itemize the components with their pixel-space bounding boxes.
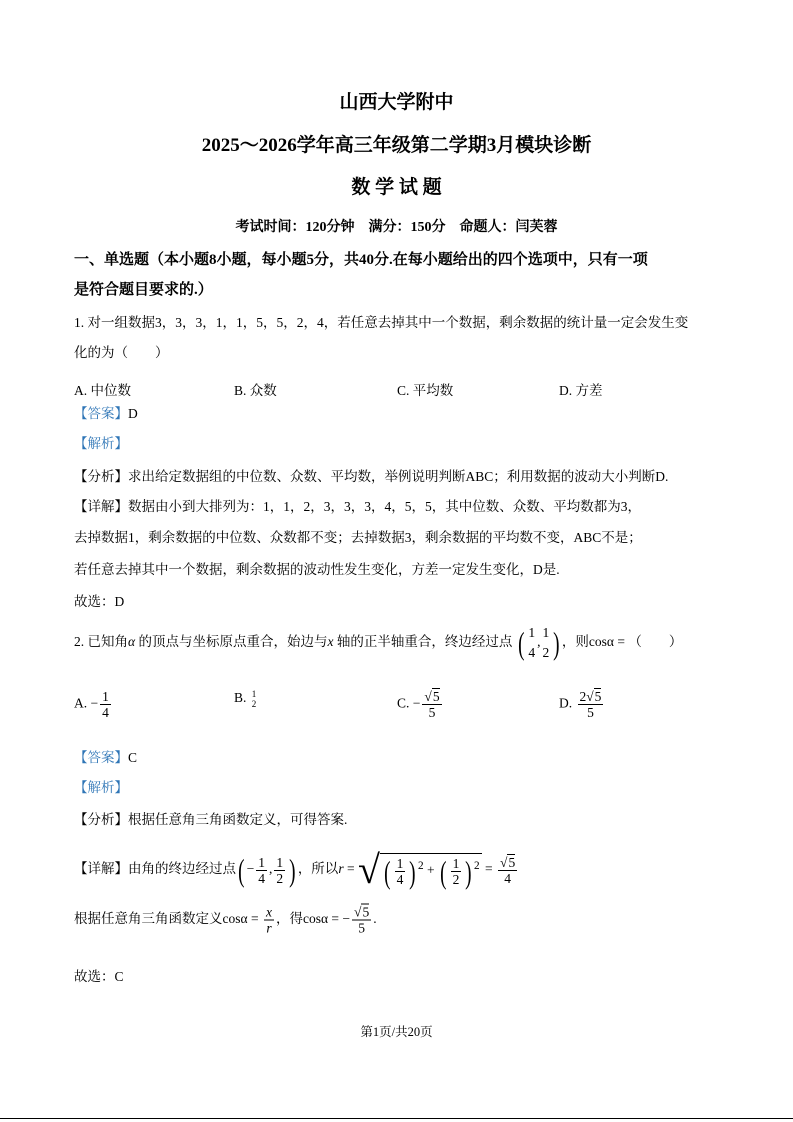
num: √5: [424, 689, 440, 704]
text: 根据任意角三角函数定义: [74, 911, 223, 927]
exam-title: 2025～2026学年高三年级第二学期3月模块诊断: [201, 135, 592, 156]
q1-analysis-label: 【解析】: [74, 436, 128, 451]
answer-value: D: [128, 406, 138, 421]
q1-option-b: B. 众数: [234, 383, 277, 398]
paren: ): [289, 852, 296, 888]
den: 2: [276, 870, 284, 886]
q2-analysis-label: 【解析】: [74, 780, 128, 795]
num: 1: [396, 856, 404, 871]
fraction: [578, 689, 604, 720]
label: B.: [234, 690, 247, 706]
q1-option-c: C. 平均数: [397, 383, 454, 398]
answer-value: C: [128, 750, 138, 765]
r-symbol: r: [338, 861, 344, 877]
den: 5: [428, 705, 436, 720]
q2-option-d: [559, 689, 605, 720]
num: 2√5: [579, 689, 602, 704]
equals: =: [481, 861, 497, 877]
stem-text: 2. 已知角: [74, 634, 128, 650]
paren: ): [465, 853, 472, 890]
sign: −: [412, 695, 421, 711]
den: 4: [528, 645, 536, 660]
alpha-symbol: α: [128, 634, 136, 650]
num: 1: [251, 689, 257, 699]
q1-fenxi: 【分析】求出给定数据组的中位数、众数、平均数，举例说明判断ABC；利用数据的波动大小判断D.: [74, 469, 669, 484]
den: r: [266, 920, 272, 936]
stem-text: 轴的正半轴重合，终边经过点: [333, 634, 513, 650]
radical-sign: √: [357, 847, 380, 892]
q1-stem-line1: 1. 对一组数据3，3，3，1，1，5，5，2，4，若任意去掉其中一个数据，剩余数据的统计量一定会发生变: [74, 315, 689, 330]
section-heading-line2: 是符合题目要求的.）: [74, 282, 213, 298]
x-symbol: x: [327, 634, 334, 650]
sign: −: [342, 911, 351, 927]
stem-text: ，则cosα = （ ）: [561, 634, 683, 650]
fraction: [352, 905, 371, 936]
q1-conclusion: 故选：D: [74, 594, 125, 609]
fraction: [264, 905, 274, 936]
q2-xiangjie: 【详解】由角的终边经过点( − $\frac{1}{4}$ , $\frac{1}{2}$ ) ，所以r = √ ( $\frac{1}{4}$ ) $^2$ + ( $\frac{1}{2}$ ) $^2$ = $\frac{√5}{4}$: [74, 847, 516, 892]
fraction: [451, 856, 462, 887]
q2-fenxi: 【分析】根据任意角三角函数定义，可得答案.: [74, 812, 348, 827]
sign: −: [90, 695, 99, 711]
num: 1: [258, 854, 266, 870]
answer-label: 【答案】: [74, 406, 128, 421]
num: √5: [354, 904, 370, 920]
den: 2: [542, 645, 550, 660]
text: ，得: [275, 911, 303, 927]
subject-title: 数 学 试 题: [351, 177, 442, 198]
q2-option-a: [74, 689, 113, 720]
den: 5: [358, 920, 365, 936]
text: 【详解】由角的终边经过点: [74, 861, 236, 877]
q1-xiangjie-3: 若任意去掉其中一个数据，剩余数据的波动性发生变化，方差一定发生变化，D是.: [74, 562, 560, 577]
den: 2: [452, 872, 460, 887]
q2-definition: [74, 905, 377, 936]
period: .: [373, 911, 377, 927]
radicand: 5: [508, 854, 516, 870]
exam-info: 考试时间：120分钟 满分：150分 命题人：闫芙蓉: [235, 220, 558, 235]
label: A.: [74, 695, 88, 711]
point-y: [543, 623, 550, 663]
den: 2: [251, 699, 257, 709]
fraction: [274, 855, 285, 886]
point-x: [528, 623, 535, 663]
answer-label: 【答案】: [74, 750, 128, 765]
paren: (: [238, 852, 245, 888]
paren: ): [409, 853, 416, 890]
radicand: ( $\frac{1}{4}$ ) $^2$ + ( $\frac{1}{2}$ ) $^2$: [380, 853, 482, 887]
page-bottom-divider: [0, 1118, 793, 1119]
num: 1: [528, 625, 536, 640]
fraction: [395, 856, 406, 887]
num: 1: [276, 854, 284, 870]
num: 1: [452, 856, 460, 871]
label: C.: [397, 695, 410, 711]
q1-xiangjie-2: 去掉数据1，剩余数据的中位数、众数都不变；去掉数据3，剩余数据的平均数不变，ABC不是；: [74, 530, 642, 545]
radicand: 5: [594, 689, 602, 704]
num: 1: [542, 625, 550, 640]
q1-option-a: A. 中位数: [74, 383, 131, 398]
cos-symbol: cosα: [222, 911, 248, 927]
den: 4: [504, 870, 511, 886]
radicand: 5: [362, 904, 370, 920]
q2-conclusion: 故选：C: [74, 969, 124, 984]
paren: ): [553, 625, 560, 661]
num: x: [265, 904, 272, 920]
q2-answer: [74, 749, 137, 767]
paren: (: [384, 853, 391, 890]
radicand: 5: [432, 689, 440, 704]
fraction: [256, 855, 267, 886]
q1-stem-line2: 化的为（ ）: [74, 345, 169, 360]
fraction: [252, 689, 257, 709]
q2-option-b: [234, 689, 258, 709]
equals: =: [343, 861, 358, 877]
q1-option-d: D. 方差: [559, 383, 603, 398]
label: D.: [559, 695, 573, 711]
coef: 2: [579, 689, 587, 704]
den: 5: [587, 705, 594, 720]
text: ，所以: [297, 861, 339, 877]
fraction: [422, 689, 441, 720]
q1-answer: [74, 405, 138, 423]
q2-options: [74, 685, 774, 725]
page-number: 第1页/共20页: [360, 1025, 433, 1039]
stem-text: 的顶点与坐标原点重合，始边与: [135, 634, 328, 650]
q2-stem: 2. 已知角α 的顶点与坐标原点重合，始边与x 轴的正半轴重合，终边经过点 ( 1 4 , 1 2 ) ，则cosα = （ ）: [74, 625, 683, 661]
q1-xiangjie-1: 【详解】数据由小到大排列为：1，1，2，3，3，3，4，5，5，其中位数、众数、平均数都为3，: [74, 499, 641, 514]
cos-symbol: cosα: [302, 911, 329, 927]
school-name: 山西大学附中: [339, 92, 454, 113]
paren: (: [440, 853, 447, 890]
equals: =: [247, 911, 262, 927]
den: 4: [102, 705, 109, 720]
den: 4: [396, 872, 404, 887]
paren: (: [517, 625, 525, 661]
section-heading-line1: 一、单选题（本小题8小题，每小题5分，共40分.在每小题给出的四个选项中，只有一项: [74, 252, 648, 268]
equals: =: [328, 911, 343, 927]
fraction: [498, 855, 517, 886]
den: 4: [258, 870, 266, 886]
q2-option-c: [397, 689, 444, 720]
num: √5: [500, 854, 516, 870]
fraction: [100, 689, 111, 720]
num: 1: [102, 689, 109, 704]
